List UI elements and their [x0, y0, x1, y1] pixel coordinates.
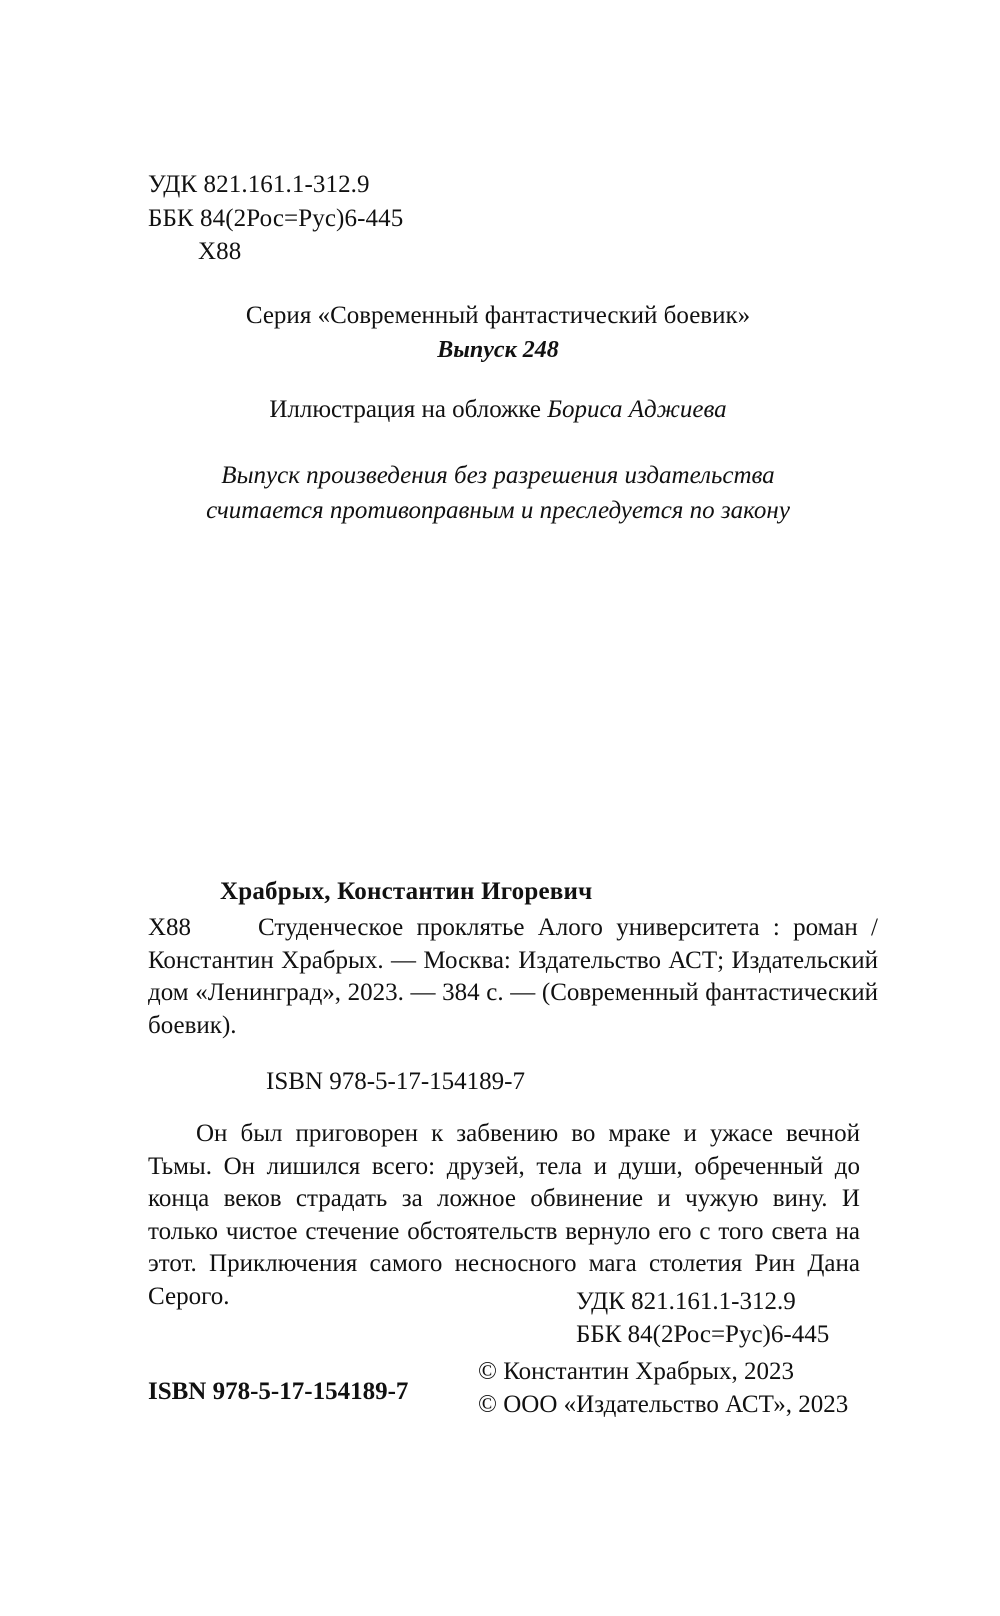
- copyright-warning-line1: Выпуск произведения без разрешения издательства: [221, 461, 775, 489]
- author-sigla-code: Х88: [198, 238, 242, 265]
- book-annotation: Он был приговорен к забвению во мраке и ужасе вечной Тьмы. Он лишился всего: друзей, тела и души, обреченный до конца веков страдать за ложное обвинение и чужую вину. И только чистое стечение обстоятельств вернуло его с того света на этот. Приключения самого несносного мага столетия Рин Дана Серого.: [148, 1120, 860, 1310]
- card-sigla: Х88: [148, 914, 192, 941]
- cover-credit-prefix: Иллюстрация на обложке: [269, 395, 548, 423]
- classification-block: [148, 168, 403, 269]
- card-body: [148, 912, 878, 1042]
- footer-copyright: [478, 1355, 848, 1421]
- card-isbn: ISBN 978-5-17-154189-7: [266, 1068, 526, 1095]
- udk-code: УДК 821.161.1-312.9: [148, 171, 370, 198]
- series-issue: Выпуск 248: [437, 336, 559, 363]
- footer-isbn: ISBN 978-5-17-154189-7: [148, 1378, 409, 1405]
- footer-udk: УДК 821.161.1-312.9: [576, 1288, 796, 1315]
- footer-bbk: ББК 84(2Рос=Рус)6-445: [576, 1321, 830, 1348]
- catalog-card: [148, 878, 878, 1313]
- card-author: Храбрых, Константин Игоревич: [220, 878, 593, 905]
- card-description: Студенческое проклятье Алого университета : роман / Константин Храбрых. — Москва: Издательство АСТ; Издательский дом «Ленинград», 2023. — 384 с. — (Современный фантастический боевик).: [148, 914, 878, 1039]
- copyright-publisher: © ООО «Издательство АСТ», 2023: [478, 1391, 849, 1418]
- footer-classification: [576, 1285, 829, 1351]
- copyright-warning: [148, 458, 848, 529]
- series-block: [148, 300, 848, 529]
- cover-illustration-credit: [148, 396, 848, 424]
- series-title: Серия «Современный фантастический боевик»: [245, 302, 751, 329]
- copyright-warning-line2: считается противоправным и преследуется по закону: [206, 497, 790, 524]
- bbk-code: ББК 84(2Рос=Рус)6-445: [148, 204, 404, 232]
- cover-artist-name: Бориса Аджиева: [547, 395, 727, 423]
- copyright-author: © Константин Храбрых, 2023: [478, 1358, 794, 1385]
